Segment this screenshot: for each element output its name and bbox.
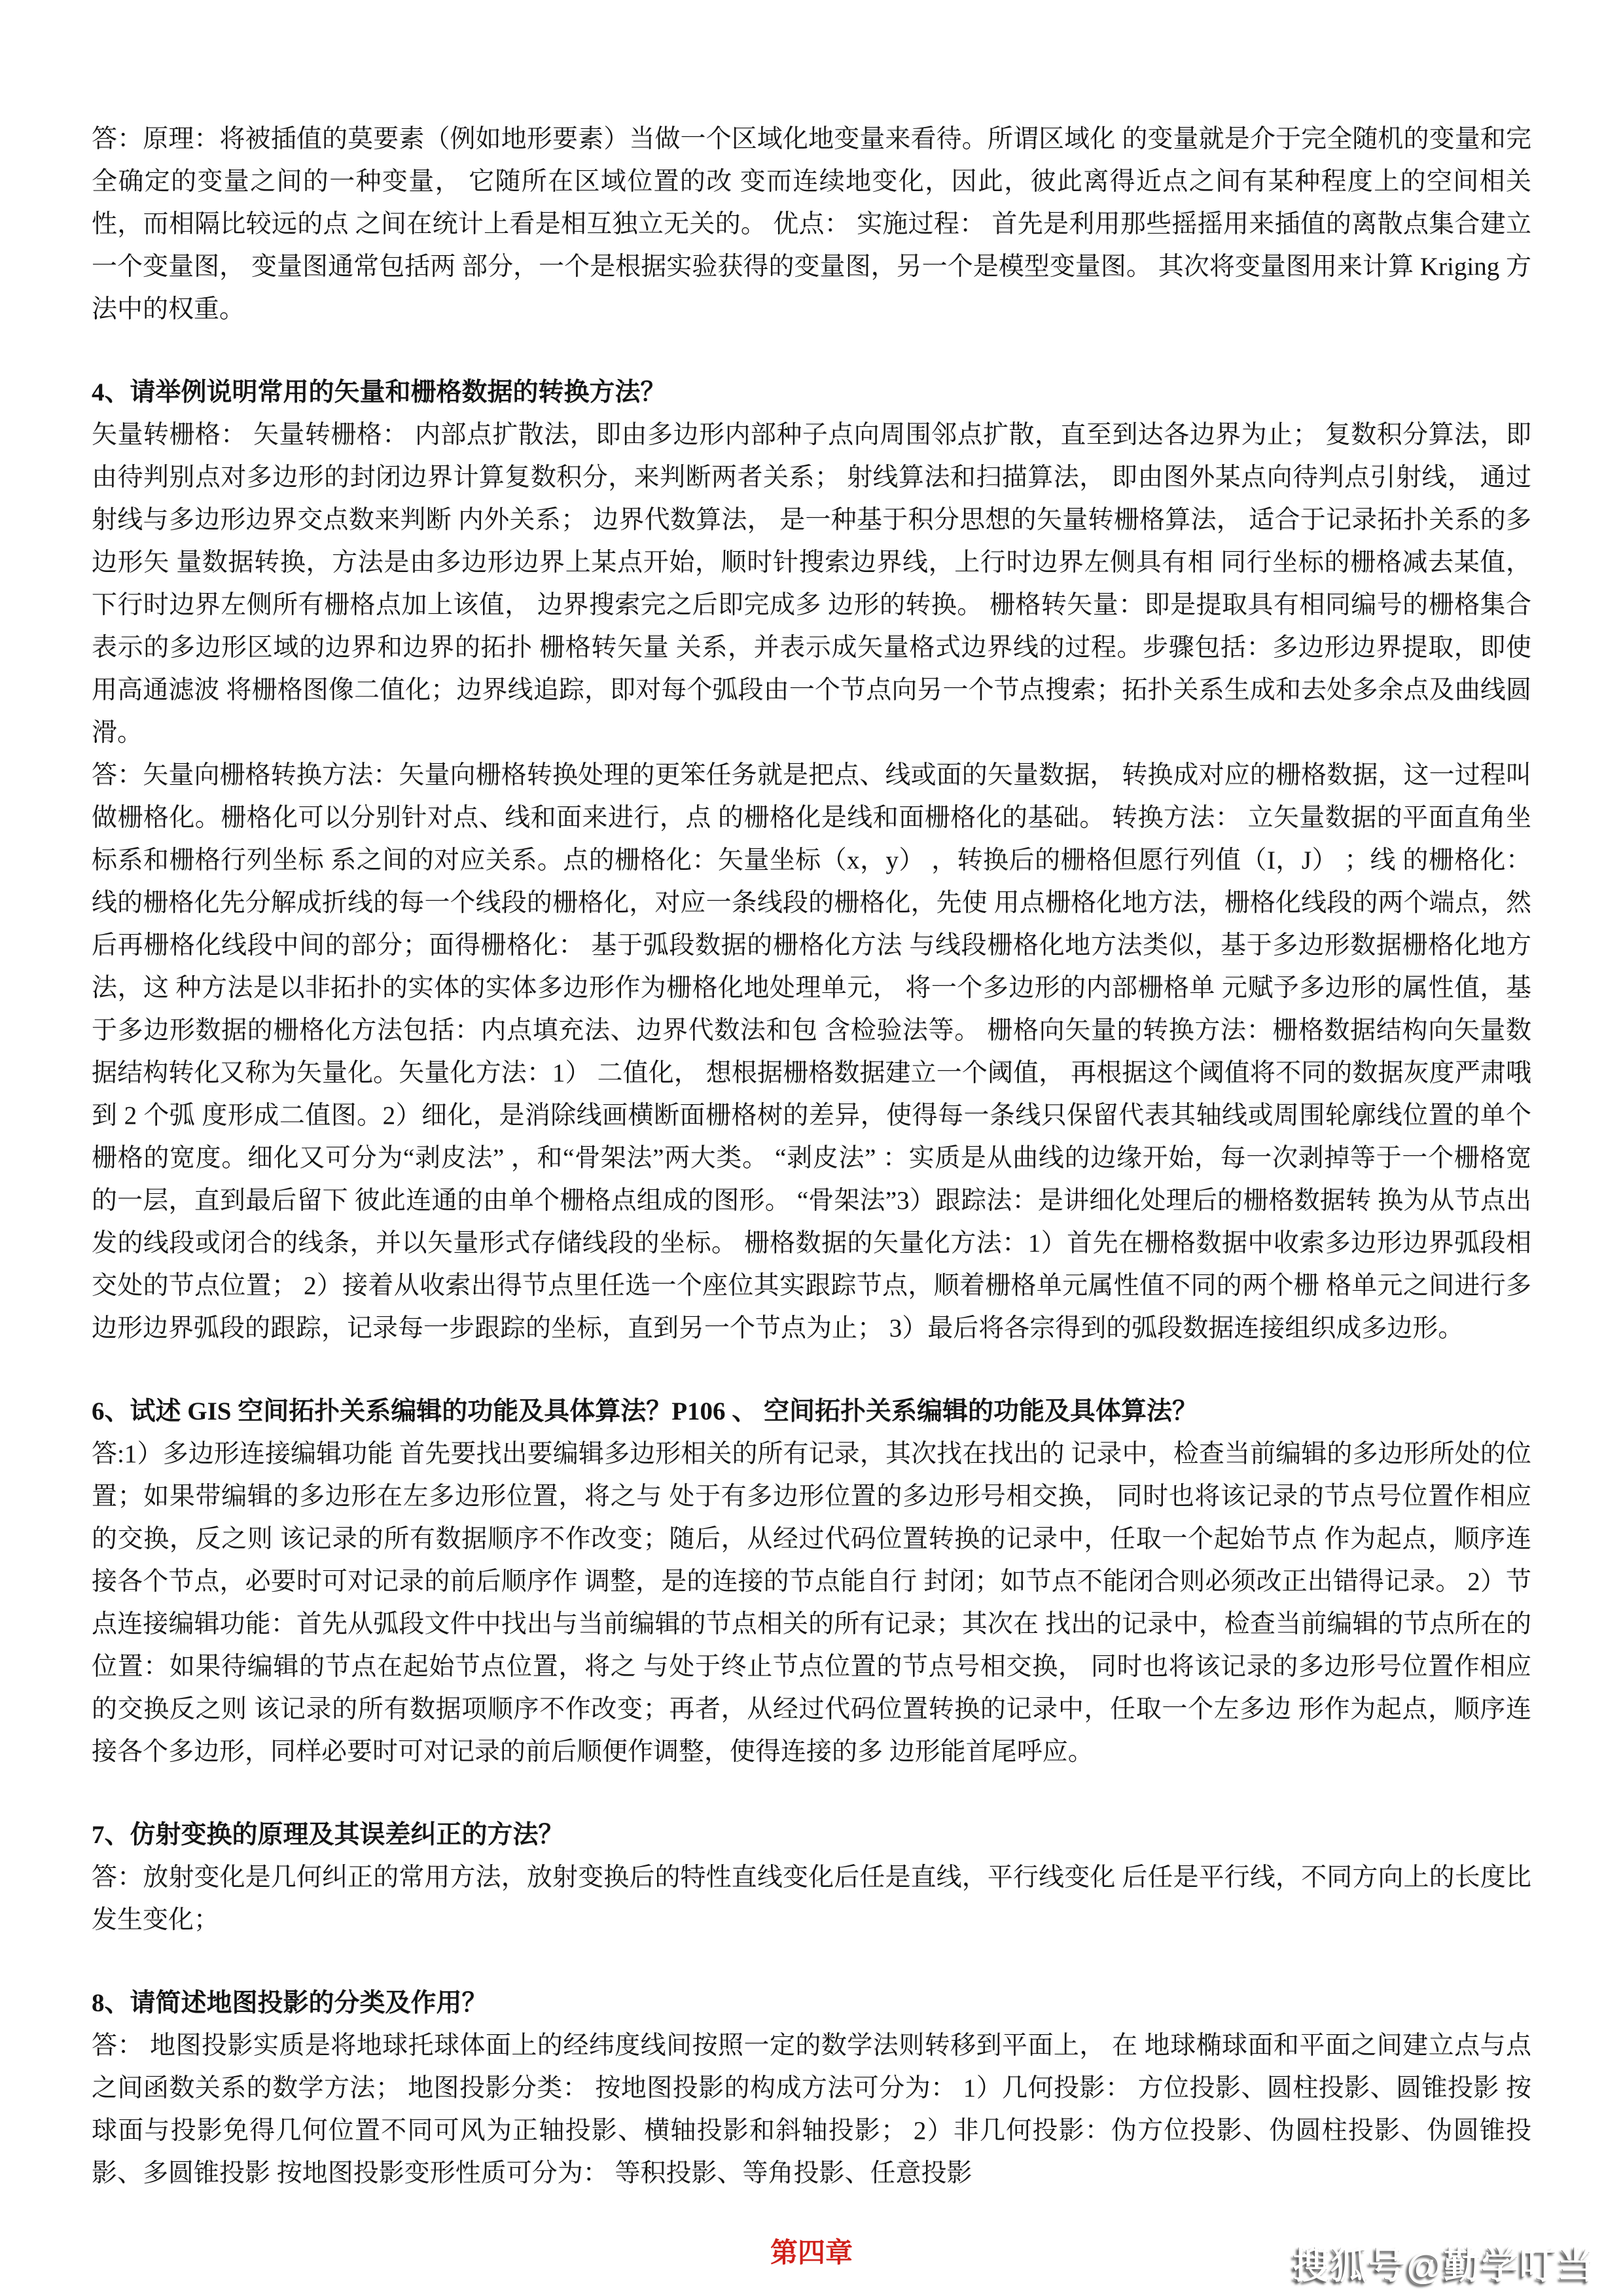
answer-paragraph-affine: 答：放射变化是几何纠正的常用方法，放射变换后的特性直线变化后任是直线，平行线变化 后任是平行线，不同方向上的长度比发生变化； (92, 1863, 1531, 1934)
answer-paragraph-projection: 答： 地图投影实质是将地球托球体面上的经纬度线间按照一定的数学法则转移到平面上， 在 地球椭球面和平面之间建立点与点之间函数关系的数学方法； 地图投影分类： 按地图投影的构成方法可分为： 1）几何投影： 方位投影、圆柱投影、圆锥投影 按球面与投影免得几何位置不同可风为正轴投影、横轴投影和斜轴投影； 2）非几何投影：伪方位投影、伪圆柱投影、伪圆锥投影、多圆锥投影 按地图投影变形性质可分为： 等积投影、等角投影、任意投影 (92, 2032, 1531, 2187)
answer-paragraph-rasterize: 答：矢量向栅格转换方法：矢量向栅格转换处理的更笨任务就是把点、线或面的矢量数据， 转换成对应的栅格数据，这一过程叫做栅格化。栅格化可以分别针对点、线和面来进行，点 的栅格化是线和面栅格化的基础。 转换方法： 立矢量数据的平面直角坐标系和栅格行列坐标 系之间的对应关系。点的栅格化：矢量坐标（x，y） ，转换后的栅格但愿行列值（I，J） ；线 的栅格化：线的栅格化先分解成折线的每一个线段的栅格化，对应一条线段的栅格化，先使 用点栅格化地方法，栅格化线段的两个端点，然后再栅格化线段中间的部分；面得栅格化： 基于弧段数据的栅格化方法 与线段栅格化地方法类似，基于多边形数据栅格化地方法，这 种方法是以非拓扑的实体的实体多边形作为栅格化地处理单元， 将一个多边形的内部栅格单 元赋予多边形的属性值，基于多边形数据的栅格化方法包括：内点填充法、边界代数法和包 含检验法等。 栅格向矢量的转换方法：栅格数据结构向矢量数据结构转化又称为矢量化。矢量化方法：1） 二值化， 想根据栅格数据建立一个阈值， 再根据这个阈值将不同的数据灰度严肃哦到 2 个弧 度形成二值图。2）细化，是消除线画横断面栅格树的差异，使得每一条线只保留代表其轴线或周围轮廓线位置的单个栅格的宽度。细化又可分为“剥皮法” ，和“骨架法”两大类。 “剥皮法” ：实质是从曲线的边缘开始，每一次剥掉等于一个栅格宽的一层，直到最后留下 彼此连通的由单个栅格点组成的图形。 “骨架法”3）跟踪法：是讲细化处理后的栅格数据转 换为从节点出发的线段或闭合的线条，并以矢量形式存储线段的坐标。 栅格数据的矢量化方法：1）首先在栅格数据中收索多边形边界弧段相交处的节点位置； 2）接着从收索出得节点里任选一个座位其实跟踪节点，顺着栅格单元属性值不同的两个栅 格单元之间进行多边形边界弧段的跟踪，记录每一步跟踪的坐标，直到另一个节点为止； 3）最后将各宗得到的弧段数据连接组织成多边形。 (92, 761, 1531, 1342)
watermark-text: 搜狐号@勤学叮当 (1293, 2245, 1596, 2286)
chapter-heading: 第四章 (770, 2238, 853, 2269)
question-heading-7: 7、仿射变换的原理及其误差纠正的方法？ (92, 1821, 564, 1849)
question-heading-6: 6、试述 GIS 空间拓扑关系编辑的功能及具体算法？P106 、 空间拓扑关系编辑的功能及具体算法？ (92, 1397, 1198, 1426)
question-heading-8: 8、请简述地图投影的分类及作用？ (92, 1989, 488, 2017)
paragraph-vector-raster: 矢量转栅格： 矢量转栅格： 内部点扩散法，即由多边形内部种子点向周围邻点扩散，直至到达各边界为止； 复数积分算法，即由待判别点对多边形的封闭边界计算复数积分，来判断两者关系； 射线算法和扫描算法， 即由图外某点向待判点引射线， 通过射线与多边形边界交点数来判断 内外关系； 边界代数算法， 是一种基于积分思想的矢量转栅格算法， 适合于记录拓扑关系的多边形矢 量数据转换，方法是由多边形边界上某点开始，顺时针搜索边界线，上行时边界左侧具有相 同行坐标的栅格减去某值， 下行时边界左侧所有栅格点加上该值， 边界搜索完之后即完成多 边形的转换。 栅格转矢量：即是提取具有相同编号的栅格集合表示的多边形区域的边界和边界的拓扑 栅格转矢量 关系，并表示成矢量格式边界线的过程。步骤包括：多边形边界提取，即使用高通滤波 将栅格图像二值化；边界线追踪，即对每个弧段由一个节点向另一个节点搜索；拓扑关系生成和去处多余点及曲线圆滑。 (92, 421, 1531, 747)
question-heading-4: 4、请举例说明常用的矢量和栅格数据的转换方法？ (92, 378, 666, 406)
document-page (92, 118, 1531, 2275)
answer-paragraph-kriging: 答：原理：将被插值的莫要素（例如地形要素）当做一个区域化地变量来看待。所谓区域化 的变量就是介于完全随机的变量和完全确定的变量之间的一种变量， 它随所在区域位置的改 变而连续地变化，因此，彼此离得近点之间有某种程度上的空间相关性，而相隔比较远的点 之间在统计上看是相互独立无关的。 优点： 实施过程： 首先是利用那些摇摇用来插值的离散点集合建立一个变量图， 变量图通常包括两 部分，一个是根据实验获得的变量图，另一个是模型变量图。 其次将变量图用来计算 Kriging 方法中的权重。 (92, 125, 1531, 323)
answer-paragraph-topology: 答:1）多边形连接编辑功能 首先要找出要编辑多边形相关的所有记录，其次找在找出的 记录中，检查当前编辑的多边形所处的位置；如果带编辑的多边形在左多边形位置，将之与 处于有多边形位置的多边形号相交换， 同时也将该记录的节点号位置作相应的交换，反之则 该记录的所有数据顺序不作改变；随后，从经过代码位置转换的记录中，任取一个起始节点 作为起点，顺序连接各个节点，必要时可对记录的前后顺序作 调整，是的连接的节点能自行 封闭；如节点不能闭合则必须改正出错得记录。 2）节点连接编辑功能：首先从弧段文件中找出与当前编辑的节点相关的所有记录；其次在 找出的记录中，检查当前编辑的节点所在的位置：如果待编辑的节点在起始节点位置，将之 与处于终止节点位置的节点号相交换， 同时也将该记录的多边形号位置作相应的交换反之则 该记录的所有数据项顺序不作改变；再者，从经过代码位置转换的记录中，任取一个左多边 形作为起点，顺序连接各个多边形，同样必要时可对记录的前后顺便作调整，使得连接的多 边形能首尾呼应。 (92, 1440, 1531, 1766)
